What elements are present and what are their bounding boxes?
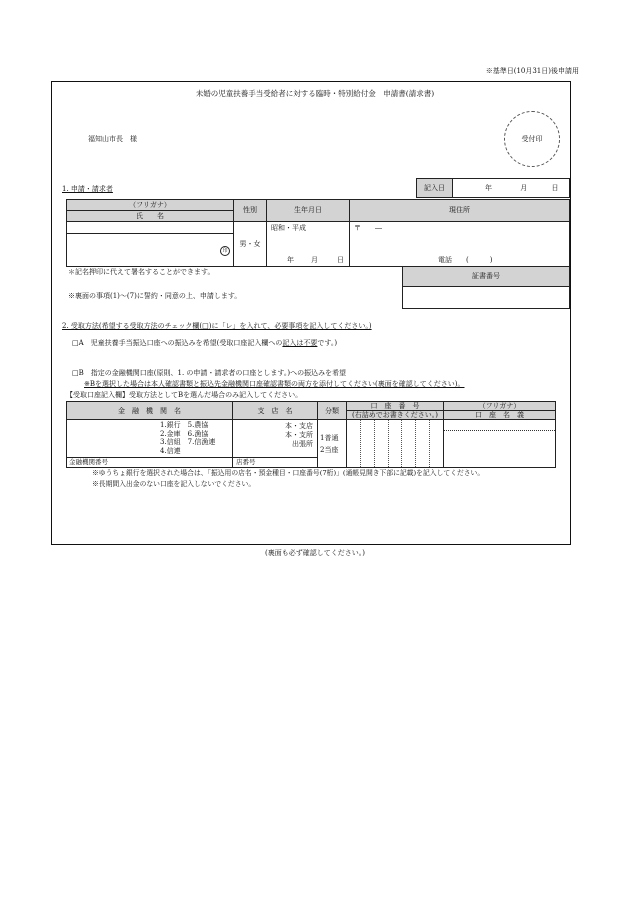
seal-mark: 印 xyxy=(220,246,230,256)
option-a-underlined: 記入は不要 xyxy=(282,339,318,347)
footer-note-2: ※長期間入出金のない口座を記入しないでください。 xyxy=(92,480,256,488)
bank-type-3: 3.信組 7.信漁連 xyxy=(160,438,216,447)
bank-type-2: 2.金庫 6.漁協 xyxy=(160,429,209,438)
holder-header: 口 座 名 義 xyxy=(444,411,556,420)
reception-stamp-circle xyxy=(504,111,560,167)
address-header: 現住所 xyxy=(350,200,570,222)
class-header: 分類 xyxy=(318,402,347,420)
dob-day: 日 xyxy=(337,255,344,264)
entry-date-label: 記入日 xyxy=(417,179,453,198)
day-unit: 日 xyxy=(551,183,559,192)
stamp-label: 受付印 xyxy=(521,134,543,143)
furigana-field[interactable] xyxy=(67,222,234,234)
dob-era: 昭和・平成 xyxy=(271,224,306,232)
option-a-tail: です。) xyxy=(317,339,338,347)
option-b-note: ※Bを選択した場合は本人確認書類と振込先金融機関口座確認書類の両方を添付してください(裏面を確認してください)。 xyxy=(84,380,465,388)
dob-year: 年 xyxy=(287,255,294,264)
holder-furigana-header: （フリガナ） xyxy=(444,402,556,411)
month-unit: 月 xyxy=(520,183,528,192)
year-unit: 年 xyxy=(485,183,492,192)
branch-type-2: 本・支所 xyxy=(285,431,313,440)
account-heading: 【受取口座記入欄】受取方法としてBを選んだ場合のみ記入してください。 xyxy=(66,391,303,399)
branch-type-1: 本・支店 xyxy=(285,422,313,431)
bottom-note: (裏面も必ず確認してください。) xyxy=(265,549,365,557)
dob-field[interactable] xyxy=(267,222,350,267)
cert-number-field[interactable] xyxy=(403,287,570,309)
account-no-subheader: (右詰めでお書きください。) xyxy=(347,411,444,420)
phone-label: 電話 xyxy=(438,255,452,264)
cert-number-header: 証書番号 xyxy=(403,267,570,287)
entry-date-field[interactable] xyxy=(453,179,570,198)
option-a-text: □A 児童扶養手当振込口座への振込みを希望(受取口座記入欄への xyxy=(72,339,283,347)
bank-field[interactable] xyxy=(67,420,233,468)
postal-prefix: 〒 ― xyxy=(354,224,382,232)
cert-number-table xyxy=(402,266,570,309)
bank-header: 金 融 機 関 名 xyxy=(67,402,233,420)
account-no-header: 口 座 番 号 xyxy=(347,402,444,411)
bank-type-4: 4.信連 xyxy=(160,446,181,455)
name-field[interactable] xyxy=(67,234,234,267)
footer-note-1: ※ゆうちょ銀行を選択された場合は、「振込用の店名・預金種目・口座番号(7桁)」(通帳見開き下部に記載)を記入してください。 xyxy=(92,469,485,477)
note-pledge: ※裏面の事項(1)～(7)に誓約・同意の上、申請します。 xyxy=(68,292,242,300)
furigana-header: （フリガナ） xyxy=(67,200,234,211)
section1-heading: 1. 申請・請求者 xyxy=(62,185,113,193)
account-no-field[interactable] xyxy=(347,420,444,468)
branch-field[interactable] xyxy=(233,420,318,468)
dob-month: 月 xyxy=(311,255,318,264)
bank-type-1: 1.銀行 5.農協 xyxy=(160,421,209,430)
class-option-1: 1普通 xyxy=(320,433,339,442)
note-signature: ＊記名押印に代えて署名することができます。 xyxy=(68,268,215,276)
class-option-2: 2当座 xyxy=(320,445,339,454)
gender-header: 性別 xyxy=(234,200,267,222)
dob-header: 生年月日 xyxy=(267,200,350,222)
branch-code-label: 店番号 xyxy=(236,458,256,467)
applicant-table xyxy=(66,199,570,267)
branch-header: 支 店 名 xyxy=(233,402,318,420)
top-right-note: ※基準日(10月31日)後申請用 xyxy=(485,67,579,75)
option-a[interactable] xyxy=(72,339,337,347)
addressee: 福知山市長 様 xyxy=(88,135,137,143)
address-field[interactable] xyxy=(350,222,570,267)
gender-field[interactable]: 男・女 xyxy=(234,222,267,267)
branch-type-3: 出張所 xyxy=(292,440,313,449)
bank-code-label: 金融機関番号 xyxy=(69,458,108,467)
name-header: 氏 名 xyxy=(67,211,234,222)
form-title: 未婚の児童扶養手当受給者に対する臨時・特別給付金 申請書(請求書) xyxy=(195,89,435,98)
entry-date-table xyxy=(416,178,570,198)
option-b[interactable]: □B 指定の金融機関口座(原則、1. の申請・請求者の口座とします。)への振込みを希望 xyxy=(72,369,347,377)
holder-field[interactable] xyxy=(444,420,556,468)
section2-heading: 2. 受取方法(希望する受取方法のチェック欄(□)に「レ」を入れて、必要事項を記入してください。) xyxy=(62,322,372,330)
class-field[interactable] xyxy=(318,420,347,468)
phone-parens: ( ) xyxy=(466,255,493,264)
account-table xyxy=(66,401,556,468)
